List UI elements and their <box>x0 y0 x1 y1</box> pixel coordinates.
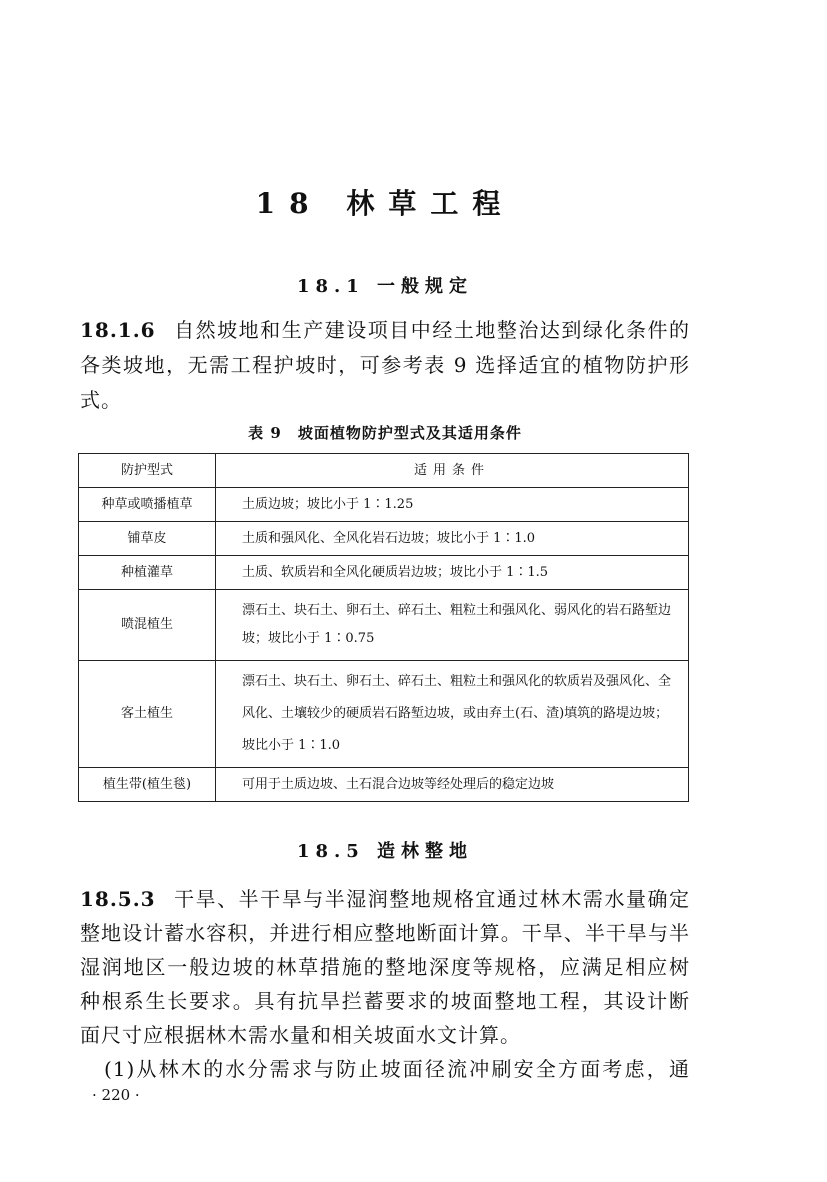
para-18-5-3-item-1: (1)从林木的水分需求与防止坡面径流冲刷安全方面考虑，通 <box>104 1057 690 1081</box>
para-18-1-6-line-1 <box>80 313 690 347</box>
cell-type: 植生带(植生毯) <box>79 768 216 802</box>
cell-condition: 土质边坡；坡比小于 1∶1.25 <box>216 488 689 522</box>
cell-type: 客土植生 <box>79 661 216 768</box>
cell-condition: 土质和强风化、全风化岩石边坡；坡比小于 1∶1.0 <box>216 522 689 556</box>
para-18-5-3-line-4: 种根系生长要求。具有抗旱拦蓄要求的坡面整地工程，其设计断 <box>80 989 690 1013</box>
cell-condition: 漂石土、块石土、卵石土、碎石土、粗粒土和强风化、弱风化的岩石路堑边坡；坡比小于 1∶0.75 <box>216 590 689 661</box>
table-row <box>79 556 689 590</box>
header-condition: 适用条件 <box>216 454 689 488</box>
clause-number: 18.5.3 <box>80 887 156 911</box>
para-18-5-3-line-5: 面尺寸应根据林木需水量和相关坡面水文计算。 <box>80 1023 521 1047</box>
cell-type: 种草或喷播植草 <box>79 488 216 522</box>
clause-number: 18.1.6 <box>80 318 156 342</box>
cell-type: 种植灌草 <box>79 556 216 590</box>
header-type: 防护型式 <box>79 454 216 488</box>
cell-type: 喷混植生 <box>79 590 216 661</box>
para-18-1-6-line-2: 各类坡地，无需工程护坡时，可参考表 9 选择适宜的植物防护形 <box>80 353 690 377</box>
table-row <box>79 488 689 522</box>
para-18-5-3-line-2: 整地设计蓄水容积，并进行相应整地断面计算。干旱、半干旱与半 <box>80 921 690 945</box>
para-18-5-3-line-3: 湿润地区一般边坡的林草措施的整地深度等规格，应满足相应树 <box>80 955 690 979</box>
para-18-1-6-line-3: 式。 <box>80 388 122 412</box>
table-caption: 表 9 坡面植物防护型式及其适用条件 <box>248 424 522 442</box>
cell-type: 铺草皮 <box>79 522 216 556</box>
table-row <box>79 661 689 768</box>
table-row <box>79 590 689 661</box>
table-row <box>79 768 689 802</box>
text: 干旱、半干旱与半湿润整地规格宜通过林木需水量确定 <box>173 887 690 911</box>
section-heading-18-1: 18.1 一般规定 <box>296 276 474 297</box>
cell-condition: 漂石土、块石土、卵石土、碎石土、粗粒土和强风化的软质岩及强风化、全风化、土壤较少的硬质岩石路堑边坡，或由弃土(石、渣)填筑的路堤边坡；坡比小于 1∶1.0 <box>216 661 689 768</box>
chapter-title: 18 林草工程 <box>255 187 515 220</box>
page-number: · 220 · <box>92 1086 140 1104</box>
section-heading-18-5: 18.5 造林整地 <box>296 841 474 862</box>
cell-condition: 土质、软质岩和全风化硬质岩边坡；坡比小于 1∶1.5 <box>216 556 689 590</box>
cell-condition: 可用于土质边坡、土石混合边坡等经处理后的稳定边坡 <box>216 768 689 802</box>
table-header-row <box>79 454 689 488</box>
table-9 <box>78 453 689 802</box>
table-row <box>79 522 689 556</box>
text: 自然坡地和生产建设项目中经土地整治达到绿化条件的 <box>173 318 690 342</box>
para-18-5-3-line-1 <box>80 882 690 916</box>
